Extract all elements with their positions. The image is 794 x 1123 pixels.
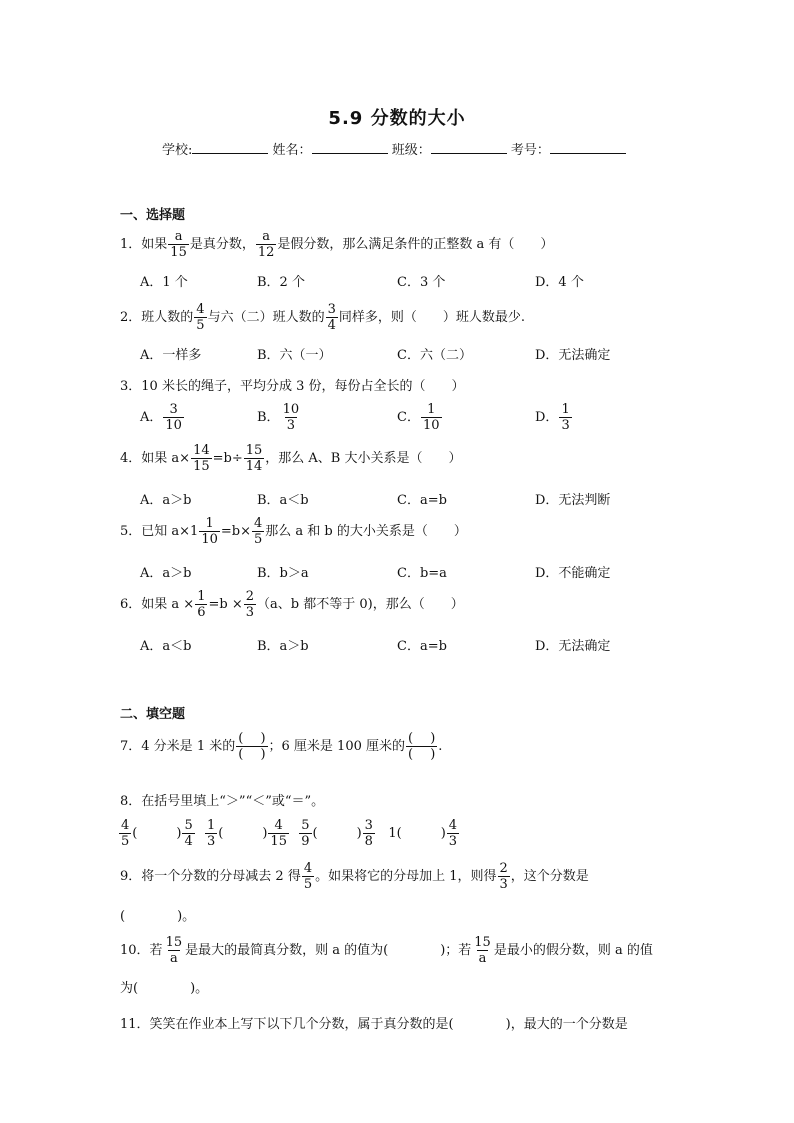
question-9: 9．将一个分数的分母减去 2 得 $\frac{4}{5}$ 。如果将它的分母加上 1，则得 $\frac{2}{3}$ ，这个分数是 (120, 861, 589, 892)
question-11: 11．笑笑在作业本上写下以下几个分数，属于真分数的是( )，最大的一个分数是 (120, 1017, 628, 1032)
fraction: $\frac{10}{3}$ (282, 402, 300, 433)
section-choice-heading: 一、选择题 (120, 208, 186, 223)
q2-option-a[interactable]: A．一样多 (140, 348, 202, 363)
question-10: 10．若 $\frac{15}{a}$ 是最大的最简真分数，则 a 的值为( )；若 $\frac{15}{a}$ 是最小的假分数，则 a 的值 (120, 935, 653, 966)
q10-answer-line[interactable]: 为( )。 (120, 981, 209, 996)
fraction: $\frac{5}{4}$ (184, 818, 193, 849)
q6-option-a[interactable]: A．a＜b (140, 639, 192, 654)
fraction: $\frac{1}{3}$ (561, 402, 570, 433)
q5-option-b[interactable]: B．b＞a (257, 566, 309, 581)
fraction: $\frac{15}{14}$ (245, 443, 263, 474)
q6-option-c[interactable]: C．a=b (397, 639, 447, 654)
fraction: $\frac{4}{3}$ (448, 818, 458, 849)
number-blank[interactable] (550, 141, 626, 154)
q1-option-c[interactable]: C．3 个 (397, 275, 446, 290)
q3-option-d[interactable]: D． $\frac{1}{3}$ (535, 402, 570, 433)
fraction: $\frac{4}{15}$ (270, 818, 287, 849)
q9-answer-line[interactable]: ( )。 (120, 909, 196, 924)
fraction: $\frac{3}{4}$ (327, 302, 336, 333)
fraction: $\frac{4}{5}$ (196, 302, 205, 333)
fraction: $\frac{15}{a}$ (165, 935, 183, 966)
question-4: 4．如果 a× $\frac{14}{15}$ =b÷ $\frac{15}{14}$ ，那么 A、B 大小关系是（ ） (120, 443, 462, 474)
fraction: $\frac{1}{10}$ (201, 516, 218, 547)
fraction: $\frac{2}{3}$ (245, 589, 255, 620)
fraction: $\frac{5}{9}$ (301, 818, 310, 849)
question-2: 2．班人数的 $\frac{4}{5}$ 与六（二）班人数的 $\frac{3}{4}$ 同样多，则（ ）班人数最少. (120, 302, 526, 333)
q6-option-b[interactable]: B．a＞b (257, 639, 309, 654)
fraction: $\frac{2}{3}$ (499, 861, 508, 892)
answer-blank[interactable]: ( ) (132, 826, 182, 841)
question-8: 8．在括号里填上“＞”“＜”或“＝”。 (120, 794, 325, 809)
q8-compare-row: $\frac{4}{5}$ ( ) $\frac{5}{4}$ $\frac{1}{3}$ ( ) $\frac{4}{15}$ $\frac{5}{9}$ ( ) $\frac{3}{8}$ 1( ) $\frac{4}{3}$ (121, 818, 458, 849)
fraction: $\frac{3}{10}$ (165, 402, 182, 433)
answer-blank[interactable]: ( ) (396, 826, 446, 841)
q5-option-c[interactable]: C．b=a (397, 566, 447, 581)
q3-option-b[interactable]: B． $\frac{10}{3}$ (257, 402, 300, 433)
fraction: $\frac{4}{5}$ (303, 861, 313, 892)
q3-option-a[interactable]: A． $\frac{3}{10}$ (140, 402, 182, 433)
q1-option-d[interactable]: D．4 个 (535, 275, 584, 290)
fraction: $\frac{15}{a}$ (474, 935, 491, 966)
question-7: 7．4 分米是 1 米的 $\frac{( )}{( )}$ ；6 厘米是 100 厘米的 $\frac{( )}{( )}$ . (120, 731, 443, 762)
q1-option-a[interactable]: A．1 个 (140, 275, 188, 290)
question-5: 5．已知 a×1 $\frac{1}{10}$ =b× $\frac{4}{5}$ 那么 a 和 b 的大小关系是（ ） (120, 516, 467, 547)
answer-blank[interactable]: ( ) (312, 826, 362, 841)
fraction: $\frac{1}{10}$ (422, 402, 440, 433)
school-label: 学校: (162, 143, 193, 158)
question-6: 6．如果 a × $\frac{1}{6}$ =b × $\frac{2}{3}$ （a、b 都不等于 0)，那么（ ） (120, 589, 464, 620)
class-blank[interactable] (431, 141, 507, 154)
q4-option-c[interactable]: C．a=b (397, 493, 447, 508)
answer-fraction-blank[interactable]: $\frac{( )}{( )}$ (238, 731, 266, 762)
q2-option-c[interactable]: C．六（二） (397, 348, 472, 363)
section-fill-heading: 二、填空题 (120, 707, 186, 722)
page-title: 5.9 分数的大小 (328, 108, 466, 129)
q4-option-a[interactable]: A．a＞b (140, 493, 192, 508)
q4-option-b[interactable]: B．a＜b (257, 493, 309, 508)
fraction: $\frac{a}{15}$ (170, 229, 187, 260)
q5-option-d[interactable]: D．不能确定 (535, 566, 611, 581)
class-label: 班级： (391, 143, 431, 158)
name-label: 姓名： (272, 143, 312, 158)
number-label: 考号： (510, 143, 550, 158)
fraction: $\frac{14}{15}$ (193, 443, 210, 474)
q2-option-d[interactable]: D．无法确定 (535, 348, 611, 363)
fraction: $\frac{a}{12}$ (257, 229, 275, 260)
q1-option-b[interactable]: B．2 个 (257, 275, 305, 290)
q6-option-d[interactable]: D．无法确定 (535, 639, 611, 654)
q5-option-a[interactable]: A．a＞b (140, 566, 192, 581)
school-blank[interactable] (192, 141, 268, 154)
fraction: $\frac{1}{6}$ (197, 589, 206, 620)
answer-fraction-blank[interactable]: $\frac{( )}{( )}$ (408, 731, 436, 762)
name-blank[interactable] (312, 141, 388, 154)
question-1: 1．如果 $\frac{a}{15}$ 是真分数， $\frac{a}{12}$ 是假分数，那么满足条件的正整数 a 有（ ） (120, 229, 554, 260)
q4-option-d[interactable]: D．无法判断 (535, 493, 611, 508)
fraction: $\frac{3}{8}$ (364, 818, 373, 849)
fraction: $\frac{4}{5}$ (253, 516, 263, 547)
q3-option-c[interactable]: C． $\frac{1}{10}$ (397, 402, 440, 433)
student-info-line (162, 139, 626, 158)
fraction: $\frac{4}{5}$ (121, 818, 130, 849)
question-3: 3．10 米长的绳子，平均分成 3 份，每份占全长的（ ） (120, 379, 465, 394)
answer-blank[interactable]: ( ) (218, 826, 268, 841)
fraction: $\frac{1}{3}$ (206, 818, 216, 849)
q2-option-b[interactable]: B．六（一） (257, 348, 332, 363)
